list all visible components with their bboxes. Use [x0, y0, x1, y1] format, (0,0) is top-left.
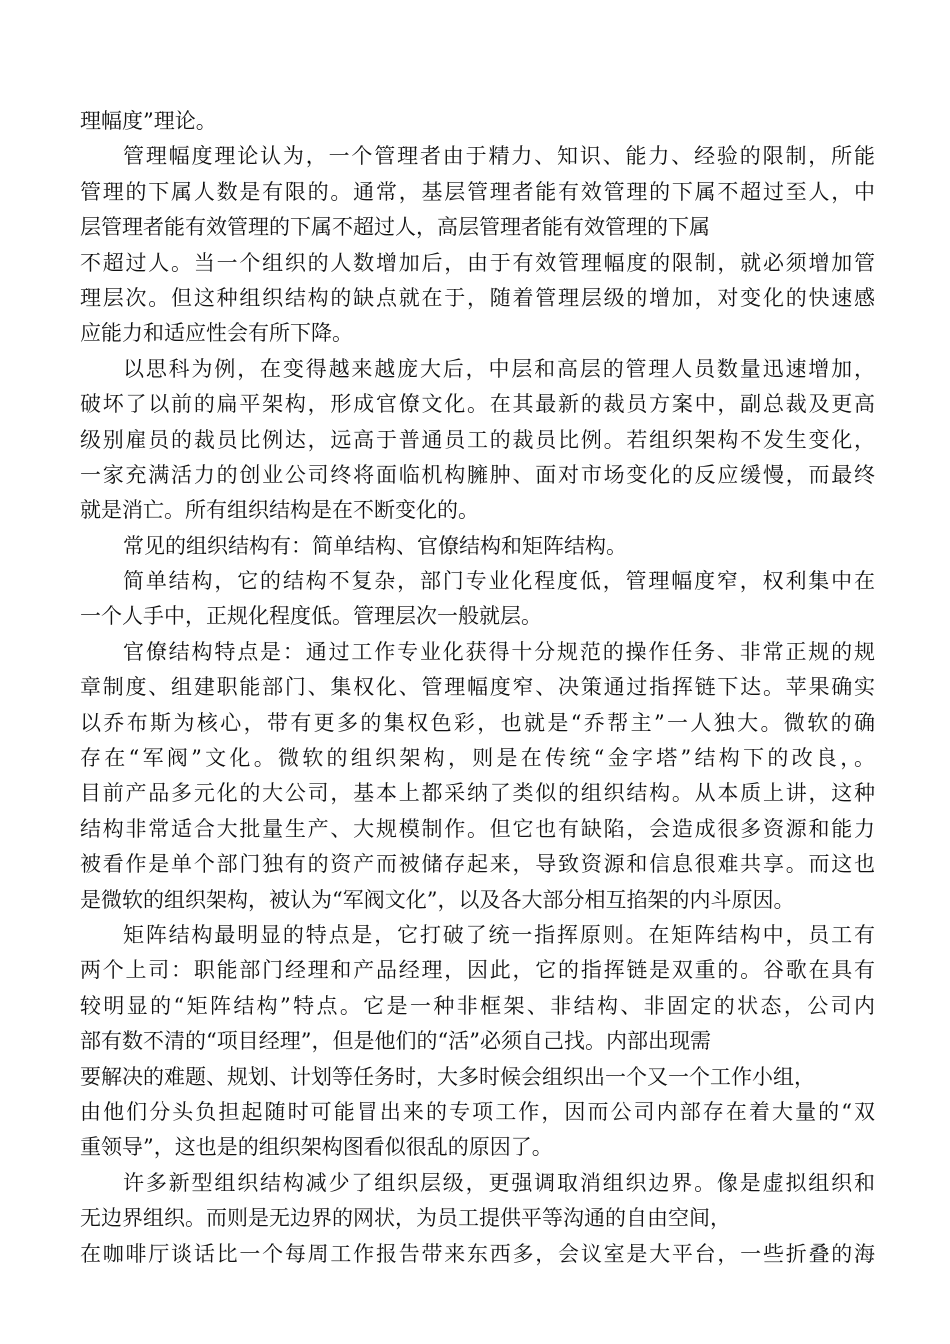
text-line: 较明显的“矩阵结构”特点。它是一种非框架、非结构、非固定的状态，公司内 — [80, 993, 875, 1018]
paragraph-start: 矩阵结构最明显的特点是，它打破了统一指挥原则。在矩阵结构中，员工有 — [123, 922, 875, 947]
text-line: 两个上司：职能部门经理和产品经理，因此，它的指挥链是双重的。谷歌在具有 — [80, 958, 875, 983]
text-line: 理幅度”理论。 — [80, 109, 217, 133]
paragraph-start: 管理幅度理论认为，一个管理者由于精力、知识、能力、经验的限制，所能 — [123, 144, 875, 169]
paragraph-start: 简单结构，它的结构不复杂，部门专业化程度低，管理幅度窄，权利集中在 — [123, 569, 875, 594]
paragraph-start: 许多新型组织结构减少了组织层级，更强调取消组织边界。像是虚拟组织和 — [123, 1170, 875, 1195]
text-line: 无边界组织。而则是无边界的网状，为员工提供平等沟通的自由空间， — [80, 1206, 731, 1231]
paragraph-start: 官僚结构特点是：通过工作专业化获得十分规范的操作任务、非常正规的规 — [123, 639, 875, 664]
text-line: 结构非常适合大批量生产、大规模制作。但它也有缺陷，会造成很多资源和能力 — [80, 816, 875, 841]
text-line: 被看作是单个部门独有的资产而被储存起来，导致资源和信息很难共享。而这也 — [80, 852, 875, 877]
text-line: 目前产品多元化的大公司，基本上都采纳了类似的组织结构。从本质上讲，这种 — [80, 781, 875, 806]
text-line: 一家充满活力的创业公司终将面临机构臃肿、面对市场变化的反应缓慢，而最终 — [80, 462, 875, 487]
text-line: 要解决的难题、规划、计划等任务时，大多时候会组织出一个又一个工作小组， — [80, 1064, 815, 1089]
paragraph-start: 常见的组织结构有：简单结构、官僚结构和矩阵结构。 — [123, 533, 627, 558]
text-line: 以乔布斯为核心，带有更多的集权色彩，也就是“乔帮主”一人独大。微软的确 — [80, 710, 875, 735]
text-line: 层管理者能有效管理的下属不超过人，高层管理者能有效管理的下属 — [80, 215, 710, 240]
text-line: 由他们分头负担起随时可能冒出来的专项工作，因而公司内部存在着大量的“双 — [80, 1099, 875, 1124]
text-line: 是微软的组织架构，被认为“军阀文化”，以及各大部分相互掐架的内斗原因。 — [80, 887, 795, 912]
text-line: 存在“军阀”文化。微软的组织架构，则是在传统“金字塔”结构下的改良，。 — [80, 746, 875, 771]
text-line: 就是消亡。所有组织结构是在不断变化的。 — [80, 498, 479, 523]
text-line: 理层次。但这种组织结构的缺点就在于，随着管理层级的增加，对变化的快速感 — [80, 285, 875, 310]
text-line: 不超过人。当一个组织的人数增加后，由于有效管理幅度的限制，就必须增加管 — [80, 250, 875, 275]
text-line: 章制度、组建职能部门、集权化、管理幅度窄、决策通过指挥链下达。苹果确实 — [80, 675, 875, 700]
text-line: 破坏了以前的扁平架构，形成官僚文化。在其最新的裁员方案中，副总裁及更高 — [80, 392, 875, 417]
text-line: 部有数不清的“项目经理”，但是他们的“活”必须自己找。内部出现需 — [80, 1029, 711, 1054]
text-line: 重领导”，这也是的组织架构图看似很乱的原因了。 — [80, 1135, 553, 1160]
text-line: 管理的下属人数是有限的。通常，基层管理者能有效管理的下属不超过至人，中 — [80, 179, 875, 204]
text-line: 一个人手中，正规化程度低。管理层次一般就层。 — [80, 604, 542, 629]
text-line: 在咖啡厅谈话比一个每周工作报告带来东西多，会议室是大平台，一些折叠的海 — [80, 1241, 875, 1266]
text-line: 级别雇员的裁员比例达，远高于普通员工的裁员比例。若组织架构不发生变化， — [80, 427, 875, 452]
document-body — [80, 104, 875, 1272]
text-line: 应能力和适应性会有所下降。 — [80, 321, 353, 346]
paragraph-start: 以思科为例，在变得越来越庞大后，中层和高层的管理人员数量迅速增加， — [123, 356, 875, 381]
